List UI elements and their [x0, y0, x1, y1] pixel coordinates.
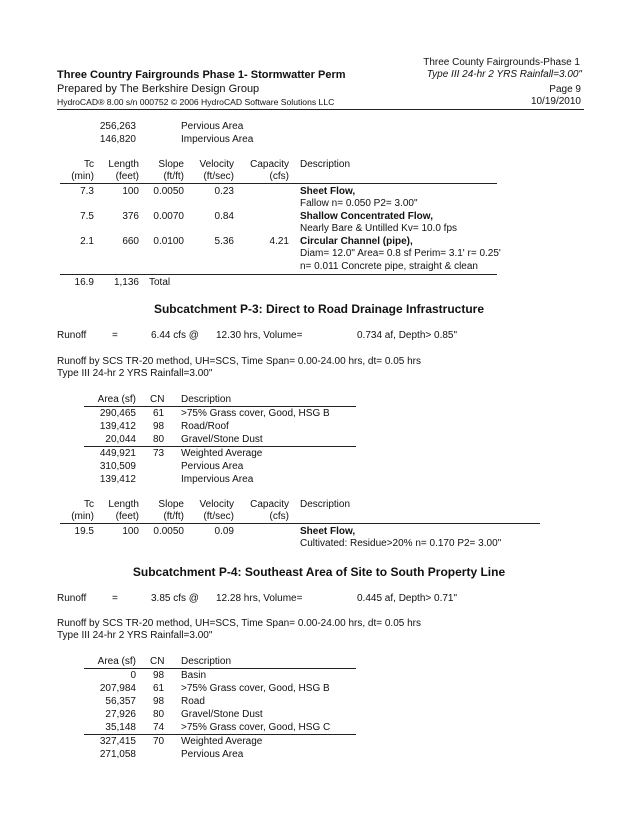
slope-value: 0.0100 — [153, 236, 184, 247]
flow-type: Sheet Flow, — [300, 526, 356, 537]
length-value: 100 — [122, 186, 139, 197]
project-name-right: Three County Fairgrounds-Phase 1 — [423, 57, 580, 68]
col-header-description: Description — [181, 656, 232, 667]
area-description: Weighted Average — [181, 736, 263, 747]
area-value: 146,820 — [99, 134, 136, 145]
cn-value: 80 — [153, 709, 165, 720]
area-value: 35,148 — [105, 722, 136, 733]
software-credit: HydroCAD® 8.00 s/n 000752 © 2006 HydroCAD Software Solutions LLC — [57, 97, 335, 107]
section-title: Subcatchment P-3: Direct to Road Drainage Infrastructure — [153, 302, 485, 316]
col-unit-slope: (ft/ft) — [163, 511, 184, 522]
col-unit-length: (feet) — [115, 511, 139, 522]
area-value: 207,984 — [99, 683, 136, 694]
area-description: Road — [181, 696, 205, 707]
area-value: 449,921 — [99, 448, 136, 459]
area-value: 27,926 — [105, 709, 136, 720]
peak-time-volume: 12.30 hrs, Volume= — [216, 330, 303, 341]
area-description: >75% Grass cover, Good, HSG B — [181, 408, 330, 419]
storm-note: Type III 24-hr 2 YRS Rainfall=3.00" — [57, 630, 213, 641]
col-unit-capacity: (cfs) — [269, 171, 289, 182]
area-value: 271,058 — [99, 749, 136, 760]
table-rule — [60, 183, 497, 184]
cn-value: 80 — [153, 434, 165, 445]
cn-value: 73 — [153, 448, 165, 459]
col-unit-length: (feet) — [115, 171, 139, 182]
area-value: 327,415 — [99, 736, 136, 747]
peak-flow: 6.44 cfs @ — [151, 330, 199, 341]
flow-detail: Diam= 12.0" Area= 0.8 sf Perim= 3.1' r= 0.25' — [300, 248, 501, 259]
col-unit-capacity: (cfs) — [269, 511, 289, 522]
cn-value: 98 — [153, 670, 165, 681]
area-value: 310,509 — [99, 461, 136, 472]
cn-value: 70 — [153, 736, 165, 747]
velocity-value: 0.84 — [214, 211, 234, 222]
flow-type: Shallow Concentrated Flow, — [300, 211, 433, 222]
slope-value: 0.0050 — [153, 186, 184, 197]
table-rule — [84, 668, 356, 669]
col-header-description: Description — [181, 394, 232, 405]
slope-value: 0.0070 — [153, 211, 184, 222]
col-header-description: Description — [300, 159, 351, 170]
section-title: Subcatchment P-4: Southeast Area of Site to South Property Line — [132, 565, 506, 579]
cn-value: 98 — [153, 696, 165, 707]
cn-value: 98 — [153, 421, 165, 432]
area-description: Road/Roof — [181, 421, 229, 432]
col-header-slope: Slope — [158, 499, 184, 510]
table-rule — [60, 274, 497, 275]
col-header-capacity: Capacity — [250, 499, 289, 510]
col-unit-tc: (min) — [71, 171, 94, 182]
length-value: 660 — [122, 236, 139, 247]
col-header-velocity: Velocity — [199, 159, 234, 170]
area-description: Pervious Area — [181, 121, 244, 132]
col-header-tc: Tc — [84, 499, 94, 510]
total-label: Total — [149, 277, 171, 288]
cn-value: 74 — [153, 722, 165, 733]
area-value: 290,465 — [99, 408, 136, 419]
runoff-label: Runoff — [57, 330, 87, 341]
table-rule — [84, 734, 356, 735]
col-header-cn: CN — [150, 656, 165, 667]
report-date: 10/19/2010 — [530, 96, 581, 107]
col-header-cn: CN — [150, 394, 165, 405]
storm-note: Type III 24-hr 2 YRS Rainfall=3.00" — [57, 368, 213, 379]
col-header-length: Length — [108, 499, 139, 510]
area-value: 0 — [130, 670, 136, 681]
length-total: 1,136 — [113, 277, 139, 288]
prepared-by: Prepared by The Berkshire Design Group — [57, 83, 260, 95]
col-header-capacity: Capacity — [250, 159, 289, 170]
area-value: 139,412 — [99, 474, 136, 485]
area-value: 56,357 — [105, 696, 136, 707]
page-number: Page 9 — [549, 84, 581, 95]
volume-depth: 0.734 af, Depth> 0.85" — [357, 330, 458, 341]
col-header-slope: Slope — [158, 159, 184, 170]
flow-detail: Nearly Bare & Untilled Kv= 10.0 fps — [300, 223, 458, 234]
volume-depth: 0.445 af, Depth> 0.71" — [357, 593, 458, 604]
area-description: Pervious Area — [181, 461, 244, 472]
length-value: 100 — [122, 526, 139, 537]
area-description: >75% Grass cover, Good, HSG B — [181, 683, 330, 694]
col-header-description: Description — [300, 499, 351, 510]
table-rule — [84, 406, 356, 407]
peak-time-volume: 12.28 hrs, Volume= — [216, 593, 303, 604]
col-unit-slope: (ft/ft) — [163, 171, 184, 182]
project-title: Three Country Fairgrounds Phase 1- Stormwatter Perm — [57, 69, 346, 81]
table-rule — [84, 446, 356, 447]
flow-detail: Cultivated: Residue>20% n= 0.170 P2= 3.00" — [300, 538, 502, 549]
equals-sign: = — [112, 330, 118, 341]
capacity-value: 4.21 — [269, 236, 289, 247]
velocity-value: 0.23 — [214, 186, 234, 197]
tc-value: 2.1 — [80, 236, 94, 247]
area-description: Pervious Area — [181, 749, 244, 760]
col-header-area: Area (sf) — [97, 394, 136, 405]
header-rule — [57, 109, 584, 110]
area-value: 139,412 — [99, 421, 136, 432]
method-note: Runoff by SCS TR-20 method, UH=SCS, Time Span= 0.00-24.00 hrs, dt= 0.05 hrs — [57, 356, 421, 367]
cn-value: 61 — [153, 408, 165, 419]
area-description: Impervious Area — [181, 474, 254, 485]
area-description: Gravel/Stone Dust — [181, 709, 263, 720]
col-header-tc: Tc — [84, 159, 94, 170]
col-header-area: Area (sf) — [97, 656, 136, 667]
slope-value: 0.0050 — [153, 526, 184, 537]
tc-value: 7.5 — [80, 211, 94, 222]
col-unit-velocity: (ft/sec) — [203, 171, 234, 182]
tc-value: 7.3 — [80, 186, 94, 197]
flow-detail: n= 0.011 Concrete pipe, straight & clean — [300, 261, 478, 272]
col-unit-velocity: (ft/sec) — [203, 511, 234, 522]
flow-type: Sheet Flow, — [300, 186, 356, 197]
equals-sign: = — [112, 593, 118, 604]
flow-detail: Fallow n= 0.050 P2= 3.00" — [300, 198, 418, 209]
length-value: 376 — [122, 211, 139, 222]
velocity-value: 0.09 — [214, 526, 234, 537]
col-header-length: Length — [108, 159, 139, 170]
runoff-label: Runoff — [57, 593, 87, 604]
area-description: Basin — [181, 670, 207, 681]
area-description: Impervious Area — [181, 134, 254, 145]
col-header-velocity: Velocity — [199, 499, 234, 510]
area-description: >75% Grass cover, Good, HSG C — [181, 722, 331, 733]
peak-flow: 3.85 cfs @ — [151, 593, 199, 604]
cn-value: 61 — [153, 683, 165, 694]
velocity-value: 5.36 — [214, 236, 234, 247]
area-description: Weighted Average — [181, 448, 263, 459]
tc-value: 19.5 — [74, 526, 94, 537]
area-description: Gravel/Stone Dust — [181, 434, 263, 445]
area-value: 20,044 — [105, 434, 136, 445]
table-rule — [60, 523, 540, 524]
tc-total: 16.9 — [74, 277, 94, 288]
col-unit-tc: (min) — [71, 511, 94, 522]
method-note: Runoff by SCS TR-20 method, UH=SCS, Time Span= 0.00-24.00 hrs, dt= 0.05 hrs — [57, 618, 421, 629]
storm-event: Type III 24-hr 2 YRS Rainfall=3.00" — [426, 69, 582, 80]
area-value: 256,263 — [99, 121, 136, 132]
flow-type: Circular Channel (pipe), — [300, 236, 413, 247]
